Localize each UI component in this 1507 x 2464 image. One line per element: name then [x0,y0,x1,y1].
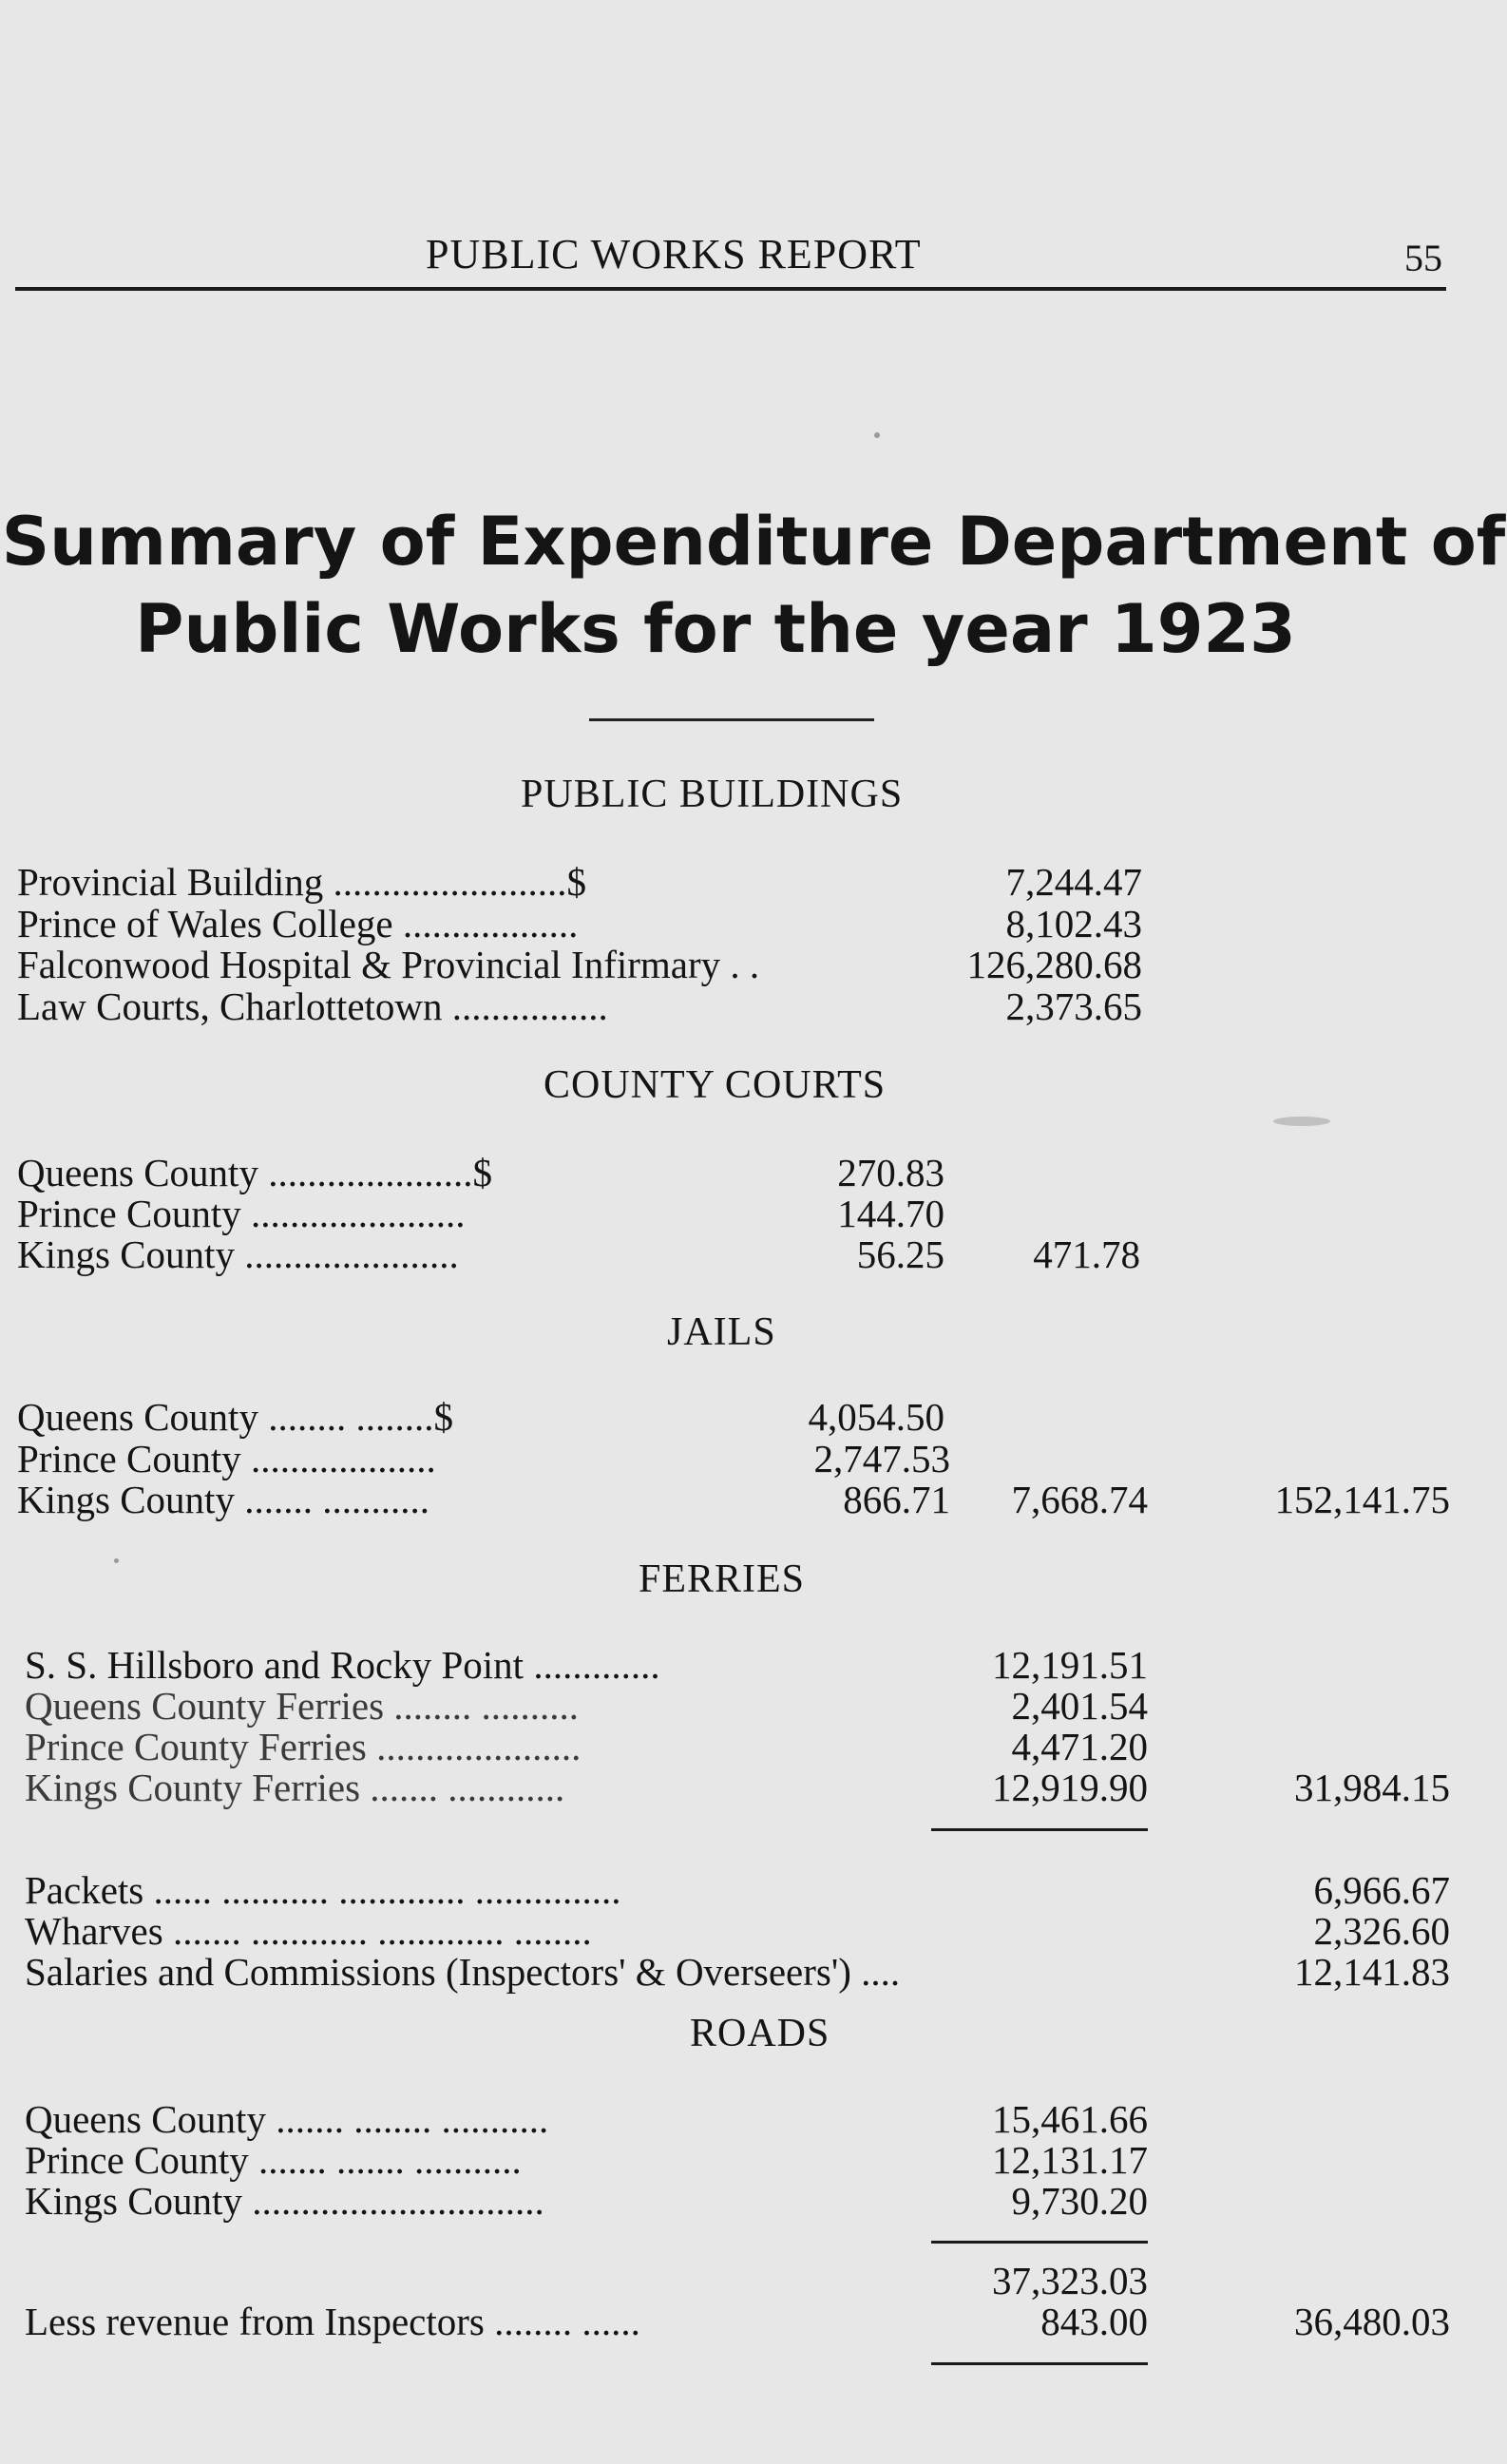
public-buildings-grand-total: 152,141.75 [1274,1478,1450,1521]
table-row [17,984,929,1029]
row-amount: 843.00 [1040,2300,1148,2343]
table-row [25,1724,946,1769]
page-title-line-2: Public Works for the year 1923 [135,590,1296,668]
row-amount: 4,054.50 [808,1395,944,1439]
row-amount: 144.70 [837,1192,944,1235]
county-courts-total: 471.78 [1033,1232,1140,1276]
table-row [25,1765,946,1810]
paper-blemish [1273,1117,1330,1126]
roads-net-total: 36,480.03 [1294,2300,1450,2343]
row-label: Queens County .....................$ [17,1151,492,1194]
row-amount: 866.71 [843,1478,950,1521]
table-row [17,1436,777,1481]
page-number: 55 [1404,237,1442,279]
row-label: Less revenue from Inspectors ........ ...... [25,2300,640,2343]
row-label: Salaries and Commissions (Inspectors' & Overseers') .... [25,1950,901,1994]
row-label: S. S. Hillsboro and Rocky Point ............. [25,1643,660,1687]
row-amount: 12,141.83 [1294,1950,1450,1994]
row-amount: 2,401.54 [1011,1684,1148,1728]
table-row [17,1232,787,1277]
table-row [25,2096,946,2142]
table-row [17,942,948,987]
table-row [25,1908,1127,1954]
paper-blemish [874,432,880,438]
row-amount: 12,919.90 [992,1766,1148,1809]
row-amount: 2,373.65 [1005,984,1142,1028]
row-amount: 56.25 [856,1232,944,1276]
row-label: Packets ...... ........... ............. ............... [25,1868,621,1912]
row-label: Kings County ...................... [17,1232,459,1276]
row-amount: 270.83 [837,1151,944,1194]
running-header-title: PUBLIC WORKS REPORT [426,231,922,277]
table-row [17,1477,777,1522]
row-label: Prince of Wales College .................. [17,902,579,945]
ferries-total: 31,984.15 [1294,1766,1450,1809]
row-amount: 2,326.60 [1313,1909,1450,1953]
section-heading-county-courts: COUNTY COURTS [544,1063,887,1107]
table-row [25,1683,946,1729]
row-label: Falconwood Hospital & Provincial Infirmary . . [17,943,760,986]
table-row [17,901,929,946]
row-label: Law Courts, Charlottetown ................ [17,984,608,1028]
section-heading-public-buildings: PUBLIC BUILDINGS [521,773,904,816]
row-amount: 15,461.66 [992,2097,1148,2141]
table-row [17,1191,787,1236]
subtotal-rule [931,2241,1148,2244]
row-label: Kings County .............................. [25,2179,544,2223]
row-label: Queens County ........ ........$ [17,1395,453,1439]
table-row [17,1150,806,1195]
row-label: Kings County ....... ........... [17,1478,429,1521]
table-row [25,2178,946,2224]
row-amount: 2,747.53 [813,1437,950,1480]
row-label: Prince County ...................... [17,1192,466,1235]
header-rule [15,287,1446,291]
row-label: Prince County ................... [17,1437,436,1480]
table-row [25,2137,946,2183]
table-row [17,1394,787,1440]
subtotal-rule [931,1828,1148,1831]
section-heading-jails: JAILS [667,1310,776,1354]
row-label: Provincial Building ........................$ [17,860,587,904]
page-title-line-1: Summary of Expenditure Department of [1,503,1506,581]
section-heading-ferries: FERRIES [639,1557,806,1601]
table-row [17,859,948,905]
row-amount: 12,191.51 [992,1643,1148,1687]
row-label: Kings County Ferries ....... ............ [25,1766,565,1809]
row-amount: 7,244.47 [1005,860,1142,904]
roads-subtotal: 37,323.03 [992,2259,1148,2302]
title-divider [589,718,874,721]
row-amount: 4,471.20 [1011,1725,1148,1768]
table-row [25,1642,946,1688]
row-label: Wharves ....... ............ ............. ........ [25,1909,592,1953]
table-row [25,1949,1155,1995]
row-amount: 8,102.43 [1005,902,1142,945]
paper-blemish [114,1558,119,1563]
jails-total: 7,668.74 [1011,1478,1148,1521]
closing-rule [931,2362,1148,2365]
row-amount: 6,966.67 [1313,1868,1450,1912]
row-label: Queens County ....... ........ ........... [25,2097,549,2141]
table-row [25,2299,946,2344]
row-label: Queens County Ferries ........ .......... [25,1684,580,1728]
table-row [25,1867,1146,1913]
row-label: Prince County Ferries ..................... [25,1725,582,1768]
row-amount: 12,131.17 [992,2138,1148,2182]
section-heading-roads: ROADS [690,2012,830,2055]
row-amount: 126,280.68 [966,943,1142,986]
row-label: Prince County ....... ....... ........... [25,2138,522,2182]
row-amount: 9,730.20 [1011,2179,1148,2223]
